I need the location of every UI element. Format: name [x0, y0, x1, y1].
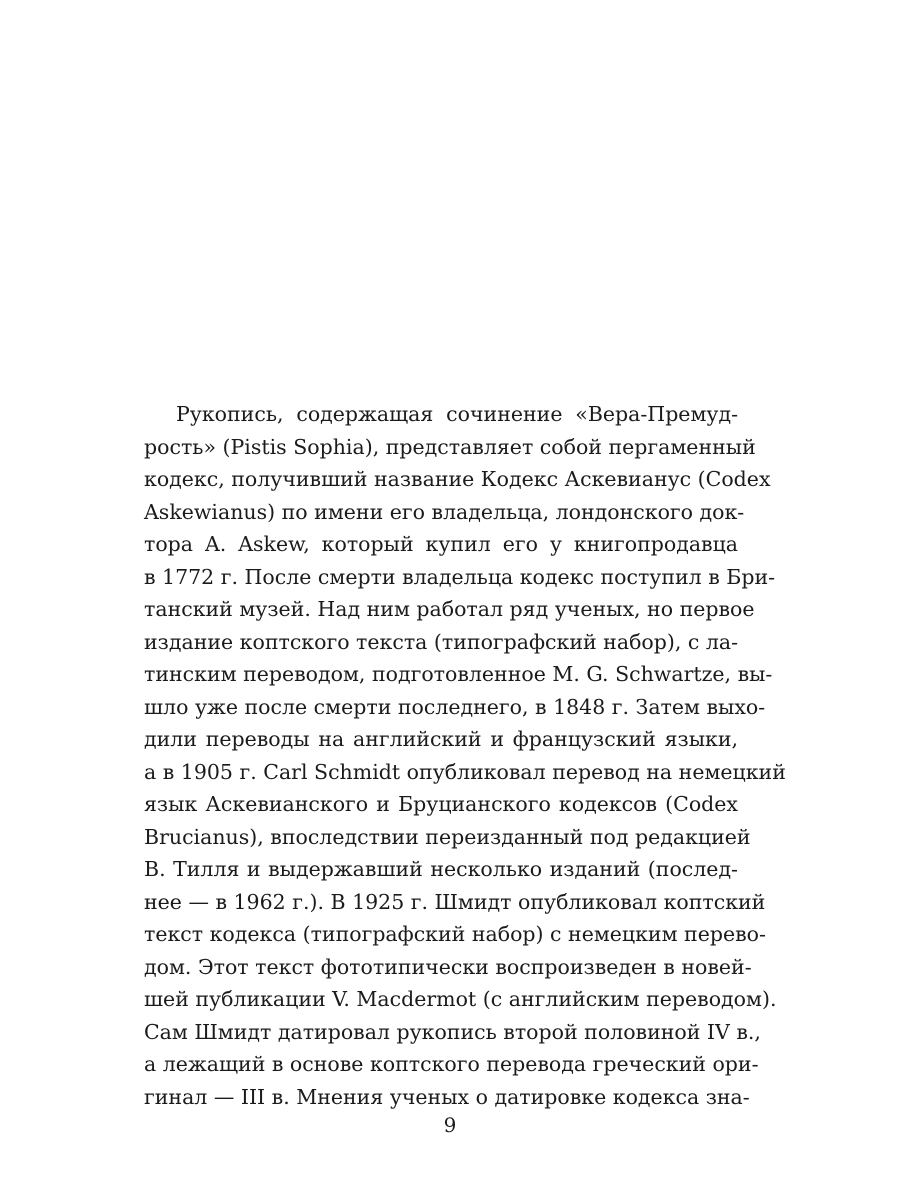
- text-line: кодекс, получивший название Кодекс Аскевианус (Codex: [144, 467, 771, 491]
- text-line: гинал — III в. Мнения ученых о датировке кодекса зна-: [144, 1084, 750, 1109]
- text-line: рость» (Pistis Sophia), представляет собой пергаменный: [144, 434, 756, 459]
- text-line: издание коптского текста (типографский набор), с ла-: [144, 629, 739, 654]
- text-line: в 1772 г. После смерти владельца кодекс поступил в Бри-: [144, 564, 776, 589]
- text-line: дили переводы на английский и французский языки,: [144, 727, 738, 751]
- text-line: дом. Этот текст фототипически воспроизведен в новей-: [144, 954, 752, 979]
- page-number: 9: [443, 1113, 457, 1137]
- text-line: Askewianus) по имени его владельца, лондонского док-: [144, 499, 745, 524]
- body-paragraph: [144, 398, 786, 1113]
- text-line: Сам Шмидт датировал рукопись второй половиной IV в.,: [144, 1019, 761, 1044]
- text-line: В. Тилля и выдержавший несколько изданий (послед-: [144, 857, 738, 881]
- text-line: а в 1905 г. Carl Schmidt опубликовал перевод на немецкий: [144, 759, 786, 784]
- text-line: шло уже после смерти последнего, в 1848 г. Затем выхо-: [144, 694, 766, 719]
- text-line: текст кодекса (типографский набор) с немецким перево-: [144, 922, 766, 946]
- text-line: тинским переводом, подготовленное M. G. Schwartze, вы-: [144, 662, 773, 686]
- text-line: тора A. Askew, который купил его у книгопродавца: [144, 532, 738, 556]
- text-line: шей публикации V. Macdermot (с английским переводом).: [144, 987, 777, 1011]
- text-line: а лежащий в основе коптского перевода греческий ори-: [144, 1052, 759, 1076]
- text-line: язык Аскевианского и Бруцианского кодексов (Codex: [144, 792, 738, 816]
- text-line: нее — в 1962 г.). В 1925 г. Шмидт опубликовал коптский: [144, 889, 766, 914]
- text-line: Brucianus), впоследствии переизданный под редакцией: [144, 824, 751, 849]
- text-line: Рукопись, содержащая сочинение «Вера-Премуд-: [176, 402, 738, 426]
- text-line: танский музей. Над ним работал ряд ученых, но первое: [144, 597, 755, 621]
